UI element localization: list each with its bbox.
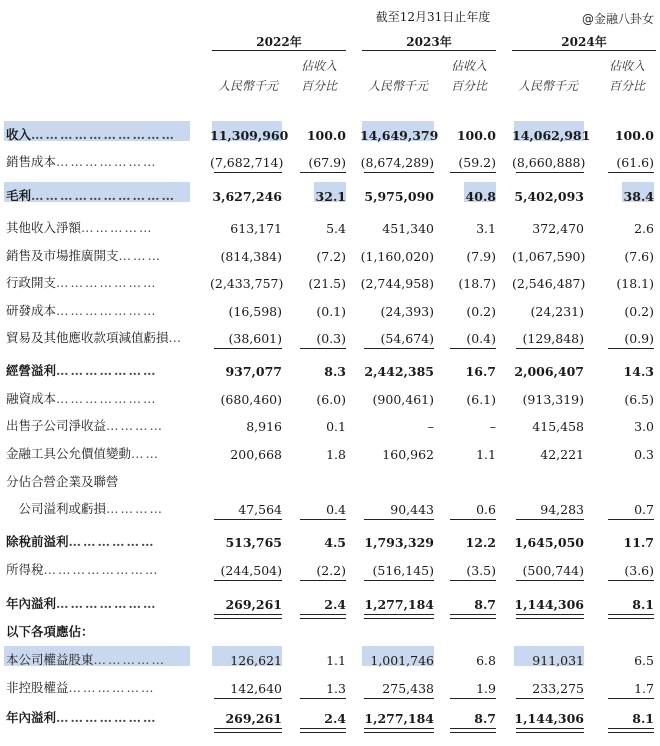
percent-cell: 1.9 (476, 681, 496, 696)
amount-cell: 451,340 (382, 221, 434, 236)
percent-cell: 1.7 (634, 681, 654, 696)
subtotal-rule (364, 519, 434, 520)
percent-cell: 8.1 (632, 597, 654, 612)
table-row (0, 241, 660, 267)
table-row (0, 673, 660, 699)
percent-cell: 2.6 (634, 221, 654, 236)
percent-cell: 4.5 (324, 535, 346, 550)
table-row (0, 323, 660, 349)
col-amount-header: 人民幣千元 (217, 79, 278, 93)
subtotal-rule (516, 519, 584, 520)
percent-cell: 8.1 (632, 711, 654, 726)
row-label: 年內溢利………………… (6, 710, 158, 725)
subtotal-rule (300, 698, 346, 699)
percent-cell: 0.3 (634, 447, 654, 462)
amount-cell: 269,261 (225, 597, 282, 612)
col-pct-header: 佔收入 百分比 (300, 59, 337, 93)
table-row (0, 356, 660, 382)
subtotal-rule (450, 172, 496, 173)
percent-cell: (0.2) (624, 304, 654, 319)
amount-cell: 1,001,746 (370, 653, 434, 668)
amount-cell: 1,277,184 (364, 597, 434, 612)
percent-cell: 100.0 (306, 128, 346, 143)
amount-cell: (913,319) (522, 392, 584, 407)
amount-cell: 14,649,379 (360, 128, 439, 143)
amount-cell: (516,145) (372, 563, 434, 578)
row-label: 公司溢利或虧損………… (6, 501, 165, 516)
year-rule (362, 50, 496, 51)
amount-cell: (900,461) (372, 392, 434, 407)
percent-cell: (3.6) (624, 563, 654, 578)
col-amount-header: 人民幣千元 (367, 79, 428, 93)
amount-cell: 8,916 (246, 419, 282, 434)
amount-cell: 3,627,246 (212, 189, 282, 204)
percent-cell: (0.1) (316, 304, 346, 319)
col-amount-header: 人民幣千元 (517, 79, 578, 93)
subtotal-rule (450, 698, 496, 699)
table-row (0, 703, 660, 729)
amount-cell: 11,309,960 (210, 128, 289, 143)
table-row (0, 268, 660, 294)
percent-cell: 1.1 (476, 447, 496, 462)
table-row (0, 213, 660, 239)
percent-cell: 0.7 (634, 502, 654, 517)
percent-cell: (7.6) (624, 249, 654, 264)
row-label: 融資成本………………… (6, 391, 158, 406)
percent-cell: 6.5 (634, 653, 654, 668)
watermark: @金融八卦女 (581, 12, 654, 26)
row-label: 銷售成本………………… (6, 154, 158, 169)
percent-cell: 32.1 (315, 189, 346, 204)
percent-cell: (0.3) (316, 331, 346, 346)
subtotal-rule (516, 698, 584, 699)
table-row (0, 181, 660, 207)
total-double-rule (214, 728, 282, 733)
amount-cell: 1,793,329 (364, 535, 434, 550)
subtotal-rule (450, 580, 496, 581)
subtotal-rule (450, 519, 496, 520)
amount-cell: (54,674) (380, 331, 434, 346)
percent-cell: (61.6) (616, 155, 654, 170)
percent-cell: 2.4 (324, 711, 346, 726)
total-double-rule (364, 728, 434, 733)
percent-cell: (0.4) (466, 331, 496, 346)
subtotal-rule (364, 580, 434, 581)
percent-cell: 8.7 (474, 597, 496, 612)
amount-cell: 160,962 (382, 447, 434, 462)
amount-cell: 14,062,981 (512, 128, 591, 143)
amount-cell: 2,442,385 (364, 364, 434, 379)
amount-cell: 2,006,407 (514, 364, 584, 379)
total-double-rule (300, 728, 346, 733)
amount-cell: (38,601) (228, 331, 282, 346)
table-row (0, 296, 660, 322)
percent-cell: – (489, 419, 496, 434)
percent-cell: 1.3 (326, 681, 346, 696)
subtotal-rule (300, 348, 346, 349)
subtotal-rule (300, 172, 346, 173)
percent-cell: 0.4 (326, 502, 346, 517)
amount-cell: (24,393) (380, 304, 434, 319)
subtotal-rule (516, 348, 584, 349)
percent-cell: (21.5) (308, 276, 346, 291)
amount-cell: 5,975,090 (364, 189, 434, 204)
amount-cell: (7,682,714) (210, 155, 284, 170)
row-label: 其他收入淨額…………… (6, 220, 154, 235)
percent-cell: (18.7) (458, 276, 496, 291)
row-label: 研發成本………………… (6, 303, 158, 318)
subtotal-rule (450, 348, 496, 349)
percent-cell: (0.2) (466, 304, 496, 319)
percent-cell: (7.2) (316, 249, 346, 264)
amount-cell: 42,221 (540, 447, 584, 462)
subtotal-rule (608, 519, 654, 520)
total-double-rule (450, 728, 496, 733)
total-double-rule (516, 728, 584, 733)
amount-cell: (500,744) (522, 563, 584, 578)
amount-cell: 47,564 (238, 502, 282, 517)
percent-cell: (0.9) (624, 331, 654, 346)
percent-cell: 14.3 (623, 364, 654, 379)
percent-cell: 3.0 (634, 419, 654, 434)
percent-cell: 8.7 (474, 711, 496, 726)
subtotal-rule (608, 348, 654, 349)
row-label: 所得稅…………………… (6, 562, 160, 577)
year-2022-header: 2022年 (256, 35, 302, 49)
percent-cell: 40.8 (465, 189, 496, 204)
amount-cell: (16,598) (228, 304, 282, 319)
year-rule (212, 50, 346, 51)
amount-cell: 613,171 (230, 221, 282, 236)
amount-cell: (24,231) (530, 304, 584, 319)
table-row (0, 555, 660, 581)
amount-cell: (244,504) (220, 563, 282, 578)
subtotal-rule (364, 348, 434, 349)
amount-cell: 233,275 (532, 681, 584, 696)
subtotal-rule (214, 172, 282, 173)
row-label: 年內溢利………………… (6, 596, 158, 611)
percent-cell: (7.9) (466, 249, 496, 264)
row-label: 經營溢利………………… (6, 363, 158, 378)
percent-cell: 1.1 (326, 653, 346, 668)
period-header: 截至12月31日止年度 (375, 10, 491, 24)
amount-cell: 5,402,093 (514, 189, 584, 204)
percent-cell: 8.3 (324, 364, 346, 379)
amount-cell: 415,458 (532, 419, 584, 434)
amount-cell: (8,674,289) (360, 155, 434, 170)
percent-cell: 3.1 (476, 221, 496, 236)
amount-cell: (129,848) (522, 331, 584, 346)
subtotal-rule (214, 519, 282, 520)
row-label: 收入………………………… (6, 127, 177, 142)
percent-cell: (6.1) (466, 392, 496, 407)
table-row (0, 589, 660, 615)
subtotal-rule (214, 348, 282, 349)
amount-cell: 1,645,050 (514, 535, 584, 550)
percent-cell: (67.9) (308, 155, 346, 170)
amount-cell: 372,470 (532, 221, 584, 236)
table-row (0, 120, 660, 146)
year-2023-header: 2023年 (406, 35, 452, 49)
amount-cell: 1,144,306 (514, 711, 584, 726)
subtotal-rule (300, 580, 346, 581)
percent-cell: (3.5) (466, 563, 496, 578)
percent-cell: 2.4 (324, 597, 346, 612)
percent-cell: (2.2) (316, 563, 346, 578)
percent-cell: 12.2 (465, 535, 496, 550)
percent-cell: 100.0 (456, 128, 496, 143)
amount-cell: (8,660,888) (512, 155, 586, 170)
table-row (0, 147, 660, 173)
row-label: 行政開支………………… (6, 275, 158, 290)
row-label: 貿易及其他應收款項減值虧損… (6, 330, 184, 345)
percent-cell: (18.1) (616, 276, 654, 291)
amount-cell: (2,546,487) (512, 276, 586, 291)
subtotal-rule (364, 698, 434, 699)
amount-cell: 269,261 (225, 711, 282, 726)
percent-cell: (6.0) (316, 392, 346, 407)
percent-cell: 16.7 (465, 364, 496, 379)
row-label: 銷售及市場推廣開支……… (6, 248, 163, 263)
amount-cell: 1,277,184 (364, 711, 434, 726)
amount-cell: 94,283 (540, 502, 584, 517)
year-rule (512, 50, 656, 51)
amount-cell: – (427, 419, 434, 434)
amount-cell: 937,077 (225, 364, 282, 379)
row-label: 分佔合營企業及聯營 (6, 474, 119, 489)
amount-cell: 200,668 (230, 447, 282, 462)
amount-cell: 90,443 (390, 502, 434, 517)
amount-cell: 142,640 (230, 681, 282, 696)
subtotal-rule (608, 698, 654, 699)
percent-cell: (6.5) (624, 392, 654, 407)
amount-cell: (814,384) (220, 249, 282, 264)
total-double-rule (608, 728, 654, 733)
table-row (0, 439, 660, 465)
amount-cell: 126,621 (230, 653, 282, 668)
row-label: 以下各項應佔： (6, 624, 94, 639)
percent-cell: 0.1 (326, 419, 346, 434)
row-label: 金融工具公允價值變動…… (6, 446, 161, 461)
percent-cell: 5.4 (326, 221, 346, 236)
table-row (0, 527, 660, 553)
percent-cell: 100.0 (614, 128, 654, 143)
table-row (0, 645, 660, 671)
row-label: 毛利………………………… (6, 188, 177, 203)
year-2024-header: 2024年 (561, 35, 607, 49)
amount-cell: (2,433,757) (210, 276, 284, 291)
subtotal-rule (300, 519, 346, 520)
percent-cell: 1.8 (326, 447, 346, 462)
amount-cell: 1,144,306 (514, 597, 584, 612)
table-row (0, 467, 660, 493)
table-row (0, 617, 660, 643)
amount-cell: 275,438 (382, 681, 434, 696)
col-pct-header: 佔收入 百分比 (450, 59, 487, 93)
subtotal-rule (214, 580, 282, 581)
amount-cell: 911,031 (532, 653, 584, 668)
subtotal-rule (516, 580, 584, 581)
amount-cell: 513,765 (225, 535, 282, 550)
table-row (0, 494, 660, 520)
amount-cell: (680,460) (220, 392, 282, 407)
subtotal-rule (608, 580, 654, 581)
amount-cell: (1,067,590) (512, 249, 586, 264)
subtotal-rule (364, 172, 434, 173)
col-pct-header: 佔收入 百分比 (608, 59, 645, 93)
subtotal-rule (608, 172, 654, 173)
subtotal-rule (214, 698, 282, 699)
table-row (0, 384, 660, 410)
row-label: 除稅前溢利……………… (6, 534, 156, 549)
percent-cell: (59.2) (458, 155, 496, 170)
row-label: 出售子公司淨收益………… (6, 418, 165, 433)
percent-cell: 0.6 (476, 502, 496, 517)
table-row (0, 411, 660, 437)
row-label: 非控股權益……………… (6, 680, 156, 695)
row-label: 本公司權益股東…………… (6, 652, 167, 667)
percent-cell: 38.4 (623, 189, 654, 204)
percent-cell: 11.7 (623, 535, 654, 550)
amount-cell: (2,744,958) (360, 276, 434, 291)
subtotal-rule (516, 172, 584, 173)
amount-cell: (1,160,020) (360, 249, 434, 264)
percent-cell: 6.8 (476, 653, 496, 668)
